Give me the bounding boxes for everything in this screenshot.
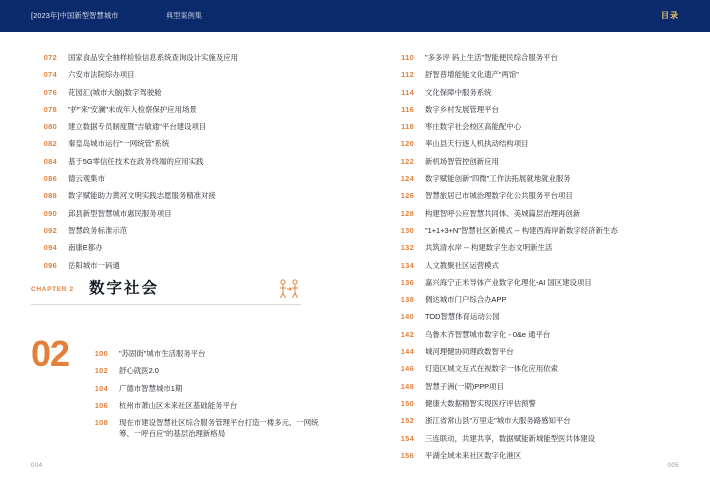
toc-entry-page: 078 — [43, 104, 57, 114]
toc-entry-page: 100 — [94, 349, 108, 358]
toc-entry[interactable] — [388, 415, 688, 432]
toc-entry[interactable] — [31, 52, 331, 69]
toc-entry-page: 136 — [400, 277, 414, 287]
toc-entry-page: 140 — [400, 312, 414, 322]
toc-entry-page: 096 — [43, 260, 57, 270]
toc-entry-page: 084 — [43, 156, 57, 166]
toc-entry-title: 国家食品安全抽样检验信息系统查询设计实施及应用 — [68, 53, 238, 62]
toc-entry-page: 130 — [400, 225, 414, 235]
toc-left-column-chapter2 — [86, 348, 332, 444]
chapter-divider — [31, 304, 301, 305]
toc-entry[interactable] — [388, 156, 688, 173]
toc-entry[interactable] — [388, 398, 688, 415]
toc-entry[interactable] — [31, 208, 331, 225]
toc-entry[interactable] — [31, 87, 331, 104]
toc-entry-title: 健康大数据精智实现医疗评估预警 — [425, 398, 536, 408]
toc-entry[interactable] — [31, 104, 331, 121]
toc-entry-page: 152 — [400, 416, 414, 426]
toc-entry-title: "护"来"安澜"未成年人检察保护应用场景 — [68, 104, 197, 114]
toc-entry[interactable] — [388, 311, 688, 328]
toc-entry[interactable] — [86, 383, 332, 400]
toc-entry-page: 128 — [400, 208, 414, 218]
toc-entry-title: 现在市建设智慧社区综合服务管理平台打造一楼多元、一网统筹、一呼百应"的基层治理新格局 — [119, 418, 319, 439]
toc-entry-page: 146 — [400, 364, 414, 374]
chapter-number: 02 — [31, 333, 70, 374]
toc-entry-title: 文化保障中服务系统 — [425, 87, 492, 97]
toc-entry[interactable] — [388, 69, 688, 86]
toc-entry-page: 090 — [43, 208, 57, 218]
toc-entry[interactable] — [388, 329, 688, 346]
toc-entry[interactable] — [388, 52, 688, 69]
toc-entry-page: 102 — [94, 366, 108, 376]
toc-entry-page: 072 — [43, 53, 57, 62]
toc-entry-page: 126 — [400, 191, 414, 201]
toc-entry-page: 088 — [43, 191, 57, 201]
toc-entry-page: 120 — [400, 139, 414, 149]
toc-entry[interactable] — [388, 294, 688, 311]
toc-entry-title: 舒心就医2.0 — [119, 366, 159, 376]
toc-entry-title: 率山县天行逐人机执动结构项目 — [425, 139, 529, 149]
toc-entry-page: 134 — [400, 260, 414, 270]
toc-entry[interactable] — [86, 400, 332, 417]
toc-entry-page: 112 — [401, 70, 414, 80]
toc-entry[interactable] — [31, 69, 331, 86]
toc-entry-title: 城河理健协同理政数智平台 — [425, 347, 514, 357]
toc-entry-page: 118 — [401, 122, 414, 132]
page-number-right: 005 — [667, 463, 679, 469]
toc-entry-title: 舒智普增能能文化遗产"两馆" — [425, 70, 519, 80]
toc-entry[interactable] — [388, 121, 688, 138]
toc-entry-page: 104 — [94, 383, 108, 393]
toc-entry-title: 倜达城市门户综合办APP — [425, 295, 507, 305]
toc-entry-title: 共筑清水岸 -- 构建数字生态文明新生活 — [425, 243, 553, 253]
header-section-label: 目录 — [661, 11, 679, 20]
toc-entry-page: 114 — [401, 87, 414, 97]
toc-entry-title: 花园汇(城市大脑)数字驾驶舱 — [68, 87, 162, 97]
toc-entry[interactable] — [86, 348, 332, 365]
toc-entry-title: 三连联动，共建共享，数据赋能新城能型医共体建设 — [425, 433, 595, 443]
toc-entry-title: 平湖全域未来社区数字化港区 — [425, 450, 522, 460]
toc-left-column — [31, 52, 331, 277]
toc-entry-page: 074 — [43, 70, 57, 80]
chapter-label: CHAPTER 2 — [31, 286, 74, 293]
toc-entry[interactable] — [388, 433, 688, 450]
toc-entry-title: 秦皇岛城市运行"一网统管"系统 — [68, 139, 170, 149]
toc-entry[interactable] — [86, 417, 332, 444]
toc-entry-page: 138 — [400, 295, 414, 305]
toc-entry-page: 124 — [400, 174, 414, 184]
toc-entry-title: 基于5G零信任技术在政务终端的应用实践 — [68, 156, 204, 166]
toc-entry[interactable] — [31, 121, 331, 138]
toc-entry[interactable] — [388, 363, 688, 380]
toc-entry[interactable] — [31, 225, 331, 242]
page-header — [0, 0, 710, 32]
toc-entry-title: 构建智呼公应智慧共同体、美城篇层治理再创新 — [425, 208, 581, 218]
toc-entry-title: 南康E都办 — [68, 243, 103, 253]
toc-entry[interactable] — [388, 208, 688, 225]
toc-entry-page: 080 — [43, 122, 57, 132]
toc-entry-title: 建立数据专员制度暨"吉敏通"平台建设项目 — [68, 122, 207, 132]
toc-entry-title: 岳阳城市一码通 — [68, 260, 120, 270]
toc-entry[interactable] — [388, 87, 688, 104]
toc-entry-title: 数字赋能创新"四微"工作法拓展就地就业服务 — [425, 174, 571, 184]
toc-entry-page: 082 — [43, 139, 57, 149]
toc-entry-title: 乌鲁木齐智慧城市数字化 - 0&e 通平台 — [425, 329, 551, 339]
toc-entry[interactable] — [31, 260, 331, 277]
toc-entry-page: 110 — [401, 53, 414, 62]
people-arrow-icon — [276, 276, 302, 302]
chapter-title: 数字社会 — [89, 280, 160, 297]
toc-entry-page: 076 — [43, 87, 57, 97]
toc-entry[interactable] — [388, 277, 688, 294]
toc-entry-title: 数字赋能助力黄河文明实践志愿服务精准对接 — [68, 191, 216, 201]
toc-entry-title: 灯造区城文互式在视数字一体化应用依索 — [425, 364, 559, 374]
toc-entry[interactable] — [31, 173, 331, 190]
toc-entry-title: 德云观集市 — [68, 174, 105, 184]
toc-entry[interactable] — [388, 138, 688, 155]
toc-entry[interactable] — [388, 225, 688, 242]
book-subtitle: 典型案例集 — [166, 11, 202, 20]
toc-entry[interactable] — [388, 190, 688, 207]
toc-entry[interactable] — [388, 381, 688, 398]
toc-entry-title: "1+1+3+N"智慧社区新模式 -- 构建西海岸新数字经济新生态 — [425, 225, 618, 235]
toc-entry-title: TOD智慧体育运动公园 — [425, 312, 500, 322]
toc-entry[interactable] — [388, 173, 688, 190]
page-number-left: 004 — [31, 463, 43, 469]
toc-entry-title: 人文教聚社区运营模式 — [425, 260, 499, 270]
toc-entry-title: 嘉兴海宁正米导体产业数字化理化-AI 国区建设项目 — [425, 277, 592, 287]
toc-entry[interactable] — [31, 242, 331, 259]
toc-entry-title: 邱县新型智慧城市惠民服务项目 — [68, 208, 172, 218]
toc-entry-page: 132 — [400, 243, 414, 253]
toc-entry-page: 094 — [43, 243, 57, 253]
toc-entry-page: 156 — [400, 450, 414, 460]
toc-entry-title: 智慧子洲(一期)PPP项目 — [425, 381, 504, 391]
toc-entry[interactable] — [388, 346, 688, 363]
toc-entry-title: 数字乡村发展管理平台 — [425, 104, 499, 114]
toc-entry[interactable] — [31, 138, 331, 155]
toc-entry[interactable] — [31, 190, 331, 207]
toc-right-column — [388, 52, 688, 467]
toc-entry-title: 浙江省常山县"万里走"城市大服务路感知平台 — [425, 416, 571, 426]
toc-entry-page: 092 — [43, 225, 57, 235]
toc-entry-page: 108 — [94, 418, 108, 428]
toc-entry-page: 106 — [94, 400, 108, 410]
toc-entry-page: 144 — [400, 347, 414, 357]
toc-entry[interactable] — [31, 156, 331, 173]
toc-entry-title: 智慧旅居已市城治理数字化公共服务平台项目 — [425, 191, 573, 201]
toc-entry-page: 148 — [400, 381, 414, 391]
toc-entry-page: 116 — [401, 104, 414, 114]
toc-entry-page: 122 — [400, 156, 414, 166]
toc-entry-page: 150 — [400, 398, 414, 408]
toc-entry[interactable] — [86, 365, 332, 382]
toc-entry[interactable] — [388, 260, 688, 277]
toc-entry-page: 154 — [400, 433, 414, 443]
book-title: [2023年]中国新型智慧城市 — [31, 11, 119, 20]
toc-entry-title: 广德市智慧城市1期 — [119, 383, 183, 393]
toc-entry-title: 新机场智管控创新应用 — [425, 156, 499, 166]
toc-entry-title: "多多评 码上生活"智能便民综合服务平台 — [425, 53, 558, 62]
toc-entry-title: 杭州市萧山区未来社区基础能务平台 — [119, 400, 238, 410]
toc-entry[interactable] — [388, 450, 688, 467]
toc-entry-title: 枣庄数字社会校区高能配中心 — [425, 122, 522, 132]
toc-entry-title: 六安市法院综办项目 — [68, 70, 135, 80]
toc-entry[interactable] — [388, 104, 688, 121]
page-spine-divider — [355, 32, 356, 481]
toc-entry-title: 智慧政务标准示范 — [68, 225, 128, 235]
toc-entry-title: "苏固街"城市生活服务平台 — [119, 349, 206, 358]
toc-entry[interactable] — [388, 242, 688, 259]
toc-entry-page: 142 — [400, 329, 414, 339]
toc-entry-page: 086 — [43, 174, 57, 184]
